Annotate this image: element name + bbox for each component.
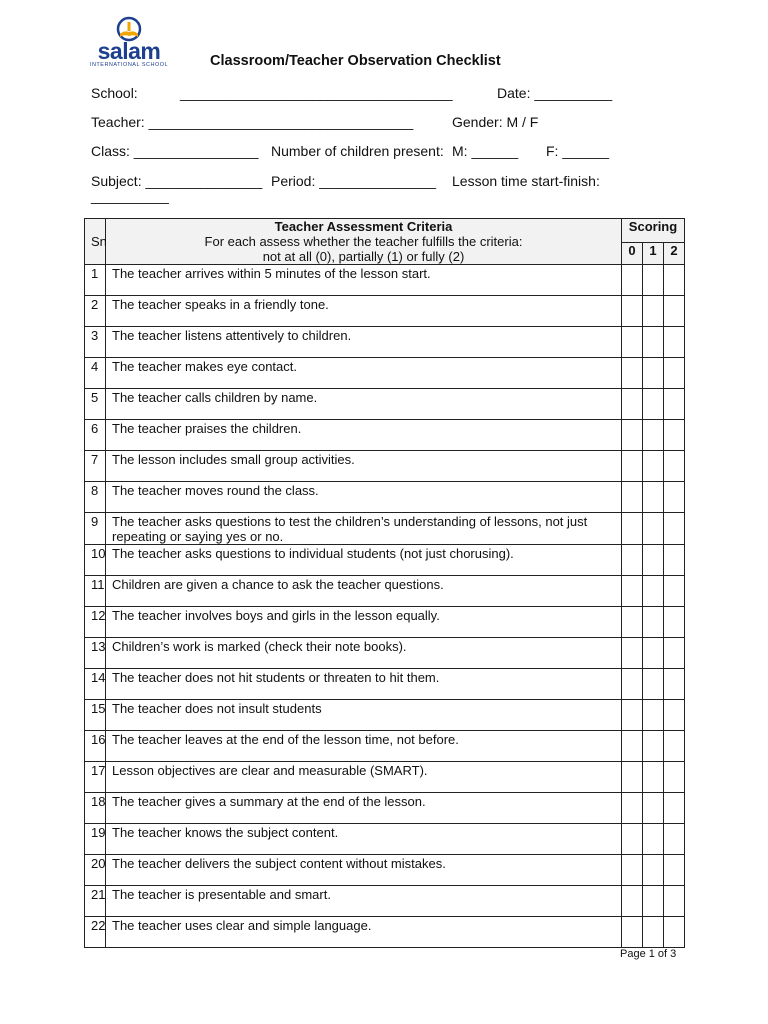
criterion-text: The teacher asks questions to test the children’s understanding of lessons, not just repeating or saying yes or no. [106,513,622,545]
score-0-cell[interactable] [622,886,643,917]
lesson-time-label: Lesson time start-finish: [452,173,600,189]
score-2-cell[interactable] [664,824,685,855]
table-row [85,576,685,607]
row-number: 10 [85,545,106,576]
score-1-cell[interactable] [643,482,664,513]
criterion-text: Children are given a chance to ask the teacher questions. [106,576,622,607]
class-field: Class: ________________ [91,143,259,159]
table-row [85,917,685,948]
row-number: 14 [85,669,106,700]
score-0-cell[interactable] [622,638,643,669]
criterion-text: The teacher does not hit students or threaten to hit them. [106,669,622,700]
score-0-cell[interactable] [622,669,643,700]
table-row [85,855,685,886]
score-1-cell[interactable] [643,855,664,886]
period-field: Period: _______________ [271,173,437,189]
criteria-scale: not at all (0), partially (1) or fully (2) [262,249,465,264]
row-number: 3 [85,327,106,358]
score-2-cell[interactable] [664,296,685,327]
score-0-cell[interactable] [622,824,643,855]
row-number: 21 [85,886,106,917]
table-row [85,482,685,513]
table-row [85,762,685,793]
row-number: 5 [85,389,106,420]
table-row [85,265,685,296]
criterion-text: The teacher makes eye contact. [106,358,622,389]
table-row [85,327,685,358]
score-1-cell[interactable] [643,513,664,545]
score-2-cell[interactable] [664,731,685,762]
score-0-cell[interactable] [622,482,643,513]
score-1-cell[interactable] [643,420,664,451]
criterion-text: The teacher listens attentively to children. [106,327,622,358]
score-2-cell[interactable] [664,576,685,607]
table-row [85,513,685,545]
score-1-cell[interactable] [643,700,664,731]
score-2-cell[interactable] [664,420,685,451]
criterion-text: The teacher gives a summary at the end of the lesson. [106,793,622,824]
row-number: 4 [85,358,106,389]
row-number: 13 [85,638,106,669]
score-1-cell[interactable] [643,265,664,296]
score-2-cell[interactable] [664,793,685,824]
table-row [85,545,685,576]
school-logo [88,16,170,70]
score-1-cell[interactable] [643,545,664,576]
row-number: 18 [85,793,106,824]
score-1-cell[interactable] [643,793,664,824]
score-1-header: 1 [643,242,664,264]
table-row [85,793,685,824]
criterion-text: The teacher moves round the class. [106,482,622,513]
score-2-cell[interactable] [664,265,685,296]
page-title: Classroom/Teacher Observation Checklist [210,53,501,69]
score-0-cell[interactable] [622,576,643,607]
score-0-cell[interactable] [622,855,643,886]
row-number: 11 [85,576,106,607]
score-2-cell[interactable] [664,327,685,358]
score-1-cell[interactable] [643,638,664,669]
score-1-cell[interactable] [643,358,664,389]
criterion-text: The teacher does not insult students [106,700,622,731]
score-2-cell[interactable] [664,545,685,576]
score-2-cell[interactable] [664,451,685,482]
teacher-field: Teacher: __________________________________ [91,114,414,130]
score-1-cell[interactable] [643,824,664,855]
score-2-cell[interactable] [664,638,685,669]
table-row [85,886,685,917]
score-0-cell[interactable] [622,607,643,638]
score-1-cell[interactable] [643,607,664,638]
criterion-text: The teacher arrives within 5 minutes of the lesson start. [106,265,622,296]
scoring-header: Scoring [622,219,685,243]
subject-field: Subject: _______________ [91,173,263,189]
criterion-text: The lesson includes small group activities. [106,451,622,482]
logo-subtitle: INTERNATIONAL SCHOOL [89,62,169,68]
table-row [85,638,685,669]
children-present-label: Number of children present: [271,143,444,159]
row-number: 20 [85,855,106,886]
row-number: 22 [85,917,106,948]
row-number: 16 [85,731,106,762]
score-2-cell[interactable] [664,669,685,700]
score-0-cell[interactable] [622,513,643,545]
criterion-text: The teacher praises the children. [106,420,622,451]
score-0-cell[interactable] [622,265,643,296]
score-1-cell[interactable] [643,731,664,762]
row-number: 8 [85,482,106,513]
criteria-title: Teacher Assessment Criteria [274,219,453,234]
criterion-text: The teacher asks questions to individual students (not just chorusing). [106,545,622,576]
score-2-cell[interactable] [664,358,685,389]
gender-field: Gender: M / F [452,114,539,130]
table-row [85,389,685,420]
criterion-text: The teacher uses clear and simple language. [106,917,622,948]
score-2-cell[interactable] [664,482,685,513]
score-0-cell[interactable] [622,762,643,793]
school-field: ___________________________________ [180,85,453,101]
score-1-cell[interactable] [643,886,664,917]
male-count-field: M: ______ [452,143,519,159]
score-1-cell[interactable] [643,389,664,420]
score-0-cell[interactable] [622,389,643,420]
score-2-cell[interactable] [664,886,685,917]
criterion-text: The teacher calls children by name. [106,389,622,420]
row-number: 6 [85,420,106,451]
score-1-cell[interactable] [643,327,664,358]
table-row [85,731,685,762]
score-0-cell[interactable] [622,793,643,824]
criterion-text: The teacher leaves at the end of the lesson time, not before. [106,731,622,762]
assessment-table [84,218,685,948]
score-0-cell[interactable] [622,545,643,576]
school-label: School: [91,85,138,101]
row-number: 15 [85,700,106,731]
row-number: 12 [85,607,106,638]
score-2-cell[interactable] [664,762,685,793]
criterion-text: The teacher involves boys and girls in the lesson equally. [106,607,622,638]
score-2-cell[interactable] [664,513,685,545]
score-2-cell[interactable] [664,389,685,420]
score-2-header: 2 [664,242,685,264]
criterion-text: The teacher delivers the subject content without mistakes. [106,855,622,886]
score-1-cell[interactable] [643,669,664,700]
criterion-text: The teacher speaks in a friendly tone. [106,296,622,327]
criterion-text: The teacher is presentable and smart. [106,886,622,917]
table-row [85,451,685,482]
score-2-cell[interactable] [664,607,685,638]
score-1-cell[interactable] [643,296,664,327]
score-1-cell[interactable] [643,451,664,482]
date-field: Date: __________ [497,85,613,101]
row-number: 17 [85,762,106,793]
score-0-cell[interactable] [622,296,643,327]
table-row [85,700,685,731]
criteria-header [106,219,622,265]
score-1-cell[interactable] [643,917,664,948]
table-row [85,669,685,700]
table-row [85,824,685,855]
female-count-field: F: ______ [546,143,610,159]
lesson-time-field: __________ [91,188,169,204]
criterion-text: Children’s work is marked (check their note books). [106,638,622,669]
score-0-cell[interactable] [622,420,643,451]
row-number: 1 [85,265,106,296]
score-0-cell[interactable] [622,358,643,389]
score-0-header: 0 [622,242,643,264]
criterion-text: Lesson objectives are clear and measurable (SMART). [106,762,622,793]
score-0-cell[interactable] [622,327,643,358]
score-2-cell[interactable] [664,700,685,731]
score-1-cell[interactable] [643,576,664,607]
score-1-cell[interactable] [643,762,664,793]
score-0-cell[interactable] [622,451,643,482]
row-number: 19 [85,824,106,855]
criteria-instructions: For each assess whether the teacher fulfills the criteria: [204,234,523,249]
score-0-cell[interactable] [622,731,643,762]
score-2-cell[interactable] [664,917,685,948]
sn-header: Sn [85,219,106,265]
row-number: 9 [85,513,106,545]
table-row [85,607,685,638]
logo-wordmark: salam [97,38,161,64]
table-row [85,420,685,451]
table-row [85,358,685,389]
row-number: 2 [85,296,106,327]
row-number: 7 [85,451,106,482]
score-0-cell[interactable] [622,917,643,948]
score-2-cell[interactable] [664,855,685,886]
page-number: Page 1 of 3 [620,948,677,960]
score-0-cell[interactable] [622,700,643,731]
table-row [85,296,685,327]
criterion-text: The teacher knows the subject content. [106,824,622,855]
